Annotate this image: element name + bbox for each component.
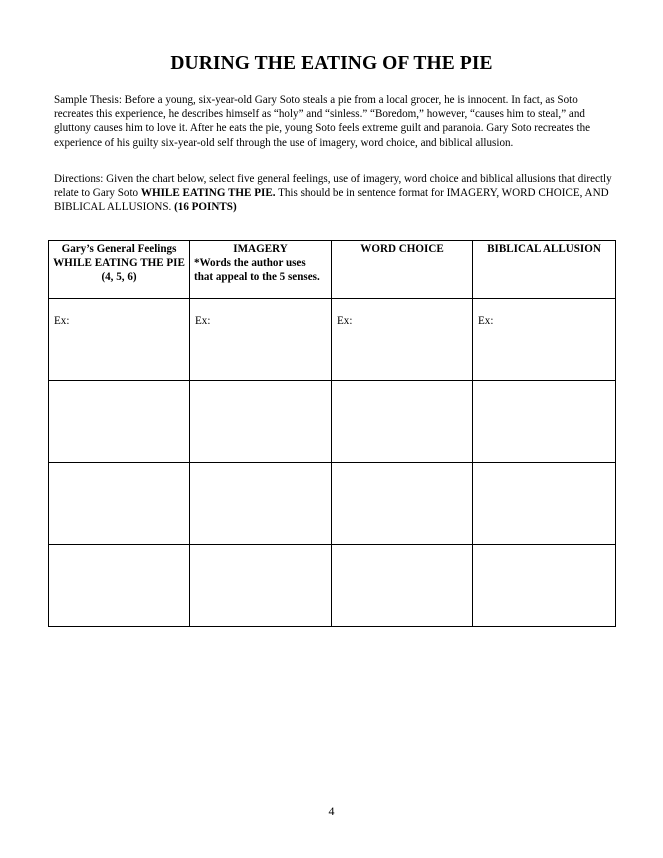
example-label: Ex: [54,315,70,327]
table-row-example [49,299,616,381]
cell-feelings[interactable] [49,381,190,463]
table-row [49,545,616,627]
directions-text: Directions: Given the chart below, select five general feelings, use of imagery, word choice and biblical allusions that directly relate to Gary Soto [54,173,612,200]
example-label: Ex: [337,315,353,327]
cell-feelings[interactable] [49,463,190,545]
header-imagery-label: IMAGERY [233,243,288,255]
cell-biblical-allusion[interactable] [473,381,616,463]
cell-feelings[interactable] [49,545,190,627]
directions-text-continued: This should be in sentence format for IMAGERY, WORD CHOICE, AND BIBLICAL ALLUSIONS. [54,187,609,214]
cell-feelings-example[interactable] [49,299,190,381]
header-general-feelings [49,241,190,299]
cell-imagery[interactable] [190,545,332,627]
header-biblical-allusion [473,241,616,299]
page-number: 4 [328,804,335,818]
directions-points: (16 POINTS) [174,201,237,214]
cell-imagery[interactable] [190,463,332,545]
cell-word-choice-example[interactable] [332,299,473,381]
cell-biblical-allusion[interactable] [473,463,616,545]
header-general-feelings-label: Gary’s General Feelings WHILE EATING THE PIE (4, 5, 6) [53,243,185,283]
example-label: Ex: [195,315,211,327]
response-chart [48,240,616,627]
cell-biblical-allusion[interactable] [473,545,616,627]
chart-header-row [49,241,616,299]
cell-imagery-example[interactable] [190,299,332,381]
example-label: Ex: [478,315,494,327]
cell-biblical-allusion-example[interactable] [473,299,616,381]
cell-imagery[interactable] [190,381,332,463]
page-title: DURING THE EATING OF THE PIE [170,53,493,74]
directions-emphasis: WHILE EATING THE PIE. [140,187,276,200]
header-imagery [190,241,332,299]
header-word-choice [332,241,473,299]
directions [54,172,614,215]
table-row [49,381,616,463]
table-row [49,463,616,545]
header-biblical-allusion-label: BIBLICAL ALLUSION [487,243,601,255]
sample-thesis: Sample Thesis: Before a young, six-year-old Gary Soto steals a pie from a local grocer, he is innocent. In fact, as Soto recreates this experience, he describes himself as “holy” and “sinless.” “Boredom,” however, “causes him to steal,” and gluttony causes him to love it. After he eats the pie, young Soto feels extreme guilt and paranoia. Gary Soto recreates the experience of his guilty six-year-old self through the use of imagery, word choice, and biblical allusion. [54,94,591,149]
header-imagery-note: *Words the author uses that appeal to the 5 senses. [194,257,320,283]
cell-word-choice[interactable] [332,463,473,545]
cell-word-choice[interactable] [332,545,473,627]
header-word-choice-label: WORD CHOICE [360,243,444,255]
cell-word-choice[interactable] [332,381,473,463]
